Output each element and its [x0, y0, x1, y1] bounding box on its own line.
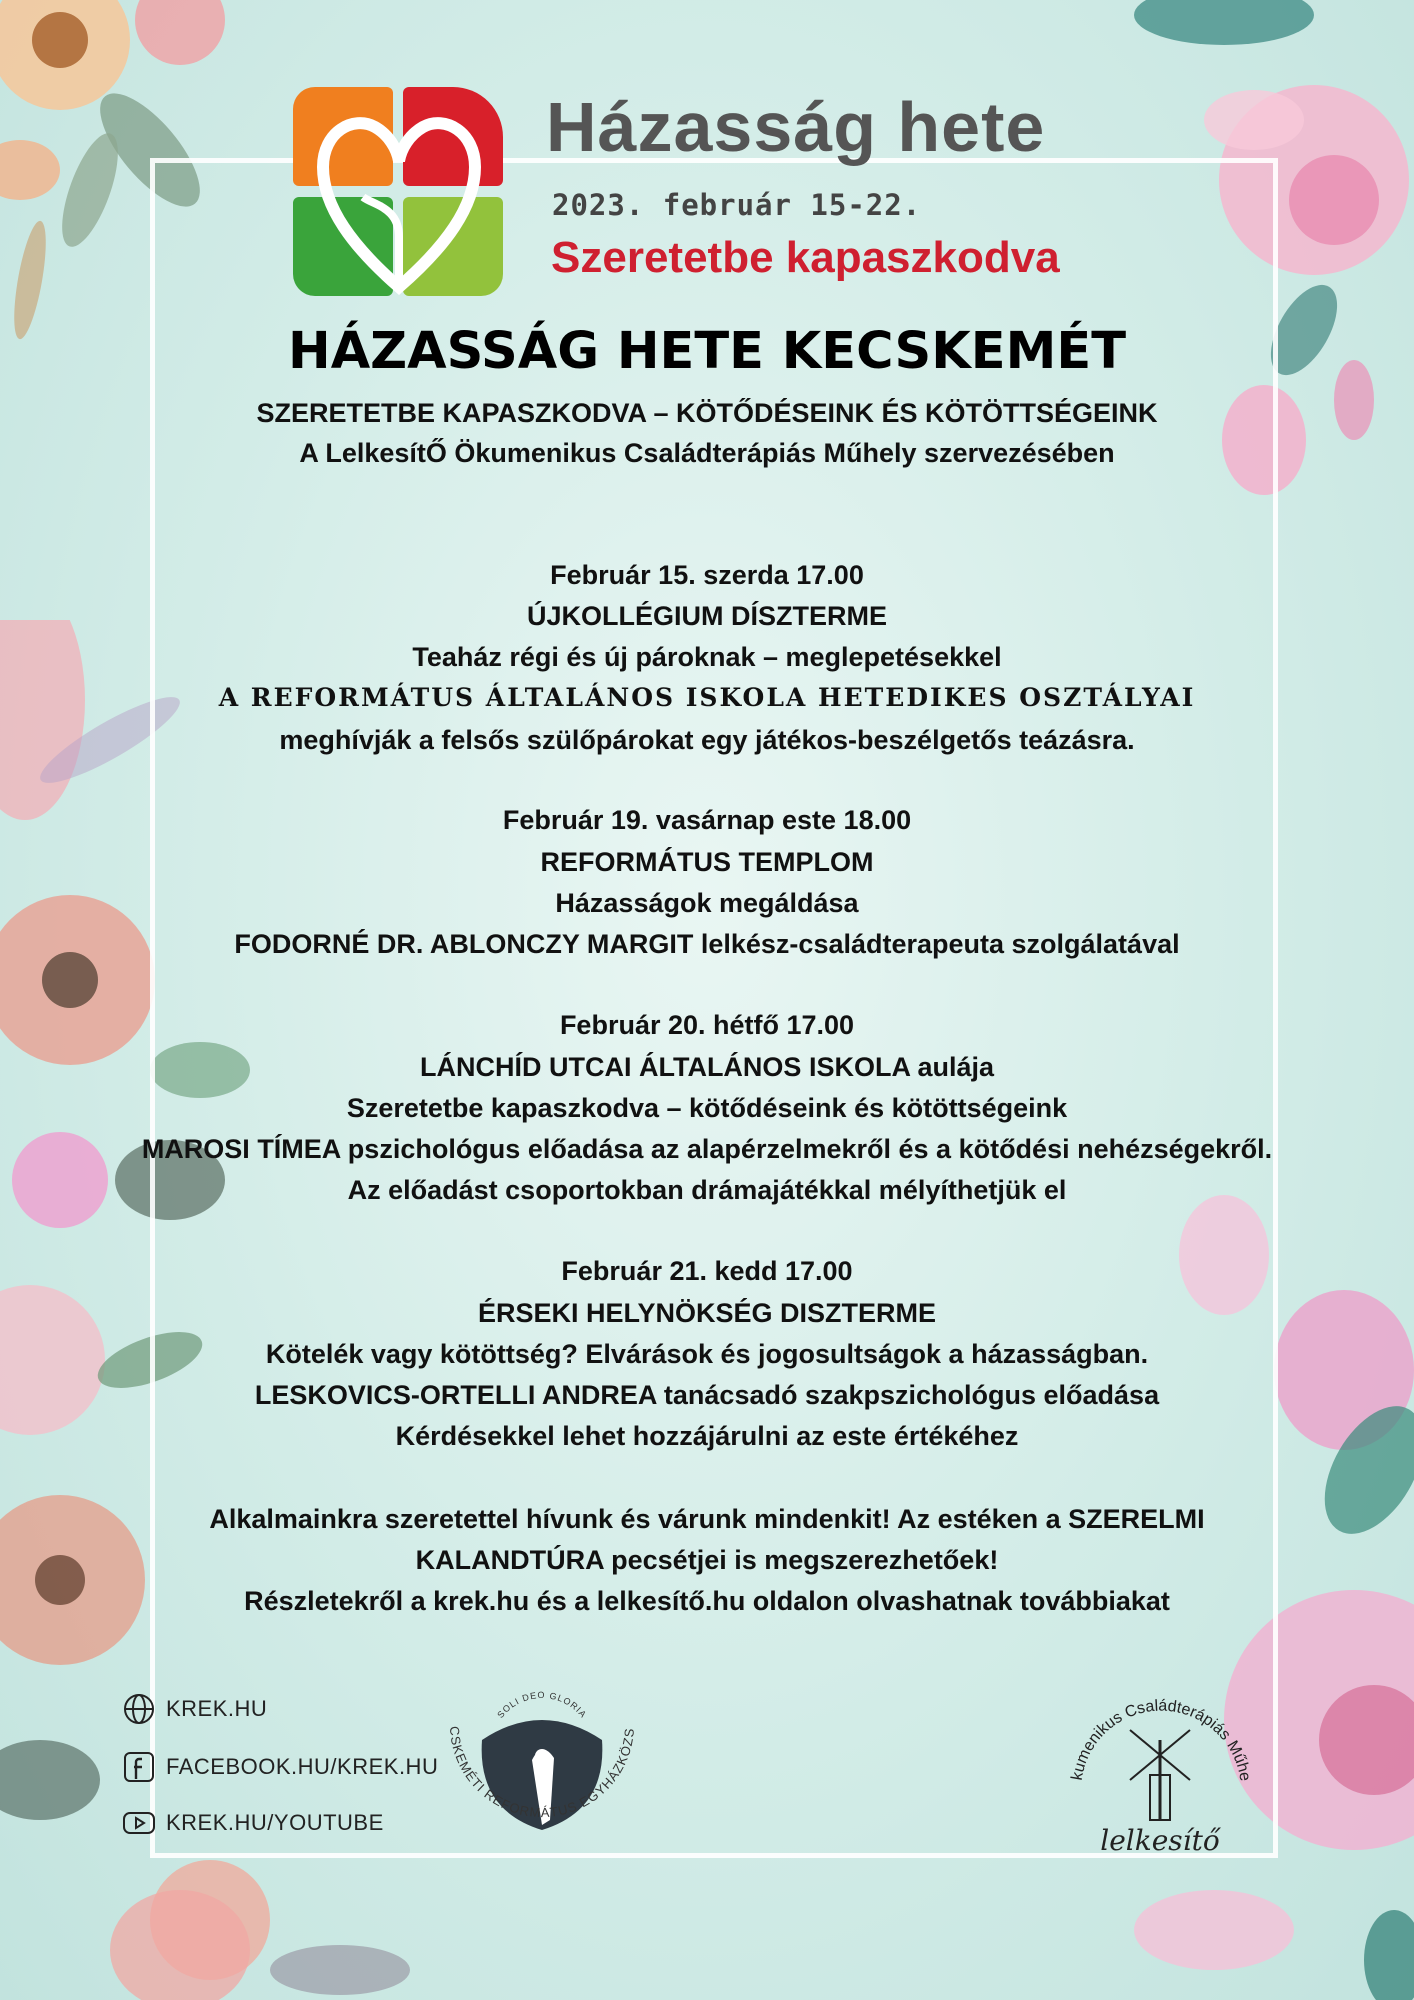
event-series-dates: 2023. február 15-22.: [552, 188, 922, 222]
globe-icon: [118, 1692, 160, 1726]
youtube-icon: [118, 1806, 160, 1840]
page-title: HÁZASSÁG HETE KECSKEMÉT: [288, 322, 1126, 381]
youtube-label: KREK.HU/YOUTUBE: [166, 1810, 384, 1835]
event-4-place: ÉRSEKI HELYNÖKSÉG DISZTERME: [477, 1298, 937, 1328]
svg-text:Ökumenikus Családterápiás Műhe: [1060, 1660, 1253, 1782]
facebook-link[interactable]: [118, 1750, 438, 1784]
event-4-date: Február 21. kedd 17.00: [561, 1256, 853, 1286]
church-motto: SOLI DEO GLORIA: [495, 1689, 589, 1720]
event-2-place: REFORMÁTUS TEMPLOM: [540, 847, 874, 877]
event-1-place: ÚJKOLLÉGIUM DÍSZTERME: [526, 601, 887, 631]
event-2-host: FODORNÉ DR. ABLONCZY MARGIT lelkész-családterapeuta szolgálatával: [234, 929, 1180, 959]
page-subtitle: SZERETETBE KAPASZKODVA – KÖTŐDÉSEINK ÉS KÖTÖTTSÉGEINK: [256, 398, 1158, 428]
workshop-name: kumenikus Családterápiás Műhe: [1068, 1697, 1254, 1783]
workshop-brand: lelkesítő: [1100, 1824, 1220, 1857]
event-3-title: Szeretetbe kapaszkodva – kötődéseink és kötöttségeink: [346, 1093, 1068, 1123]
church-name: CSKEMÉTI REFORMÁTUS EGYHÁZKÖZS: [446, 1725, 638, 1821]
youtube-link[interactable]: [118, 1806, 384, 1840]
event-2-title: Házasságok megáldása: [555, 888, 859, 918]
hazassag-hete-logo: [293, 87, 505, 297]
event-4-host: LESKOVICS-ORTELLI ANDREA tanácsadó szakpszichológus előadása: [254, 1380, 1160, 1410]
facebook-icon: [118, 1750, 160, 1784]
event-4-description: Kérdésekkel lehet hozzájárulni az este értékéhez: [395, 1421, 1019, 1451]
closing-line-2: KALANDTÚRA pecsétjei is megszerezhetőek!: [415, 1545, 999, 1575]
event-1-host: A REFORMÁTUS ÁLTALÁNOS ISKOLA HETEDIKES OSZTÁLYAI: [218, 683, 1196, 712]
event-series-title: Házasság hete: [546, 88, 1046, 166]
closing-line-1: Alkalmainkra szeretettel hívunk és várunk mindenkit! Az estéken a SZERELMI: [209, 1504, 1205, 1534]
event-3-date: Február 20. hétfő 17.00: [559, 1010, 855, 1040]
event-1-description: meghívják a felsős szülőpárokat egy játékos-beszélgetős teázásra.: [279, 725, 1135, 755]
event-4-title: Kötelék vagy kötöttség? Elvárások és jogosultságok a házasságban.: [265, 1339, 1149, 1369]
event-series-motto: Szeretetbe kapaszkodva: [551, 233, 1060, 282]
heart-outline-icon: [293, 87, 505, 297]
event-2-date: Február 19. vasárnap este 18.00: [502, 805, 912, 835]
facebook-label: FACEBOOK.HU/KREK.HU: [166, 1754, 439, 1779]
organizer-line: A LelkesítŐ Ökumenikus Családterápiás Műhely szervezésében: [299, 438, 1115, 468]
church-logo: [432, 1670, 652, 1870]
event-3-description: Az előadást csoportokban drámajátékkal mélyíthetjük el: [347, 1175, 1067, 1205]
workshop-logo: [1060, 1660, 1260, 1860]
event-3-host: MAROSI TÍMEA pszichológus előadása az alapérzelmekről és a kötődési nehézségekről.: [141, 1134, 1273, 1164]
event-1-date: Február 15. szerda 17.00: [550, 560, 864, 590]
event-3-place: LÁNCHÍD UTCAI ÁLTALÁNOS ISKOLA aulája: [419, 1052, 994, 1082]
svg-text:SOLI DEO GLORIA: [495, 1690, 588, 1720]
website-link[interactable]: [118, 1692, 267, 1726]
event-1-title: Teaház régi és új pároknak – meglepetésekkel: [412, 642, 1002, 672]
website-label: KREK.HU: [166, 1696, 268, 1721]
closing-line-3: Részletekről a krek.hu és a lelkesítő.hu oldalon olvashatnak továbbiakat: [244, 1586, 1170, 1616]
